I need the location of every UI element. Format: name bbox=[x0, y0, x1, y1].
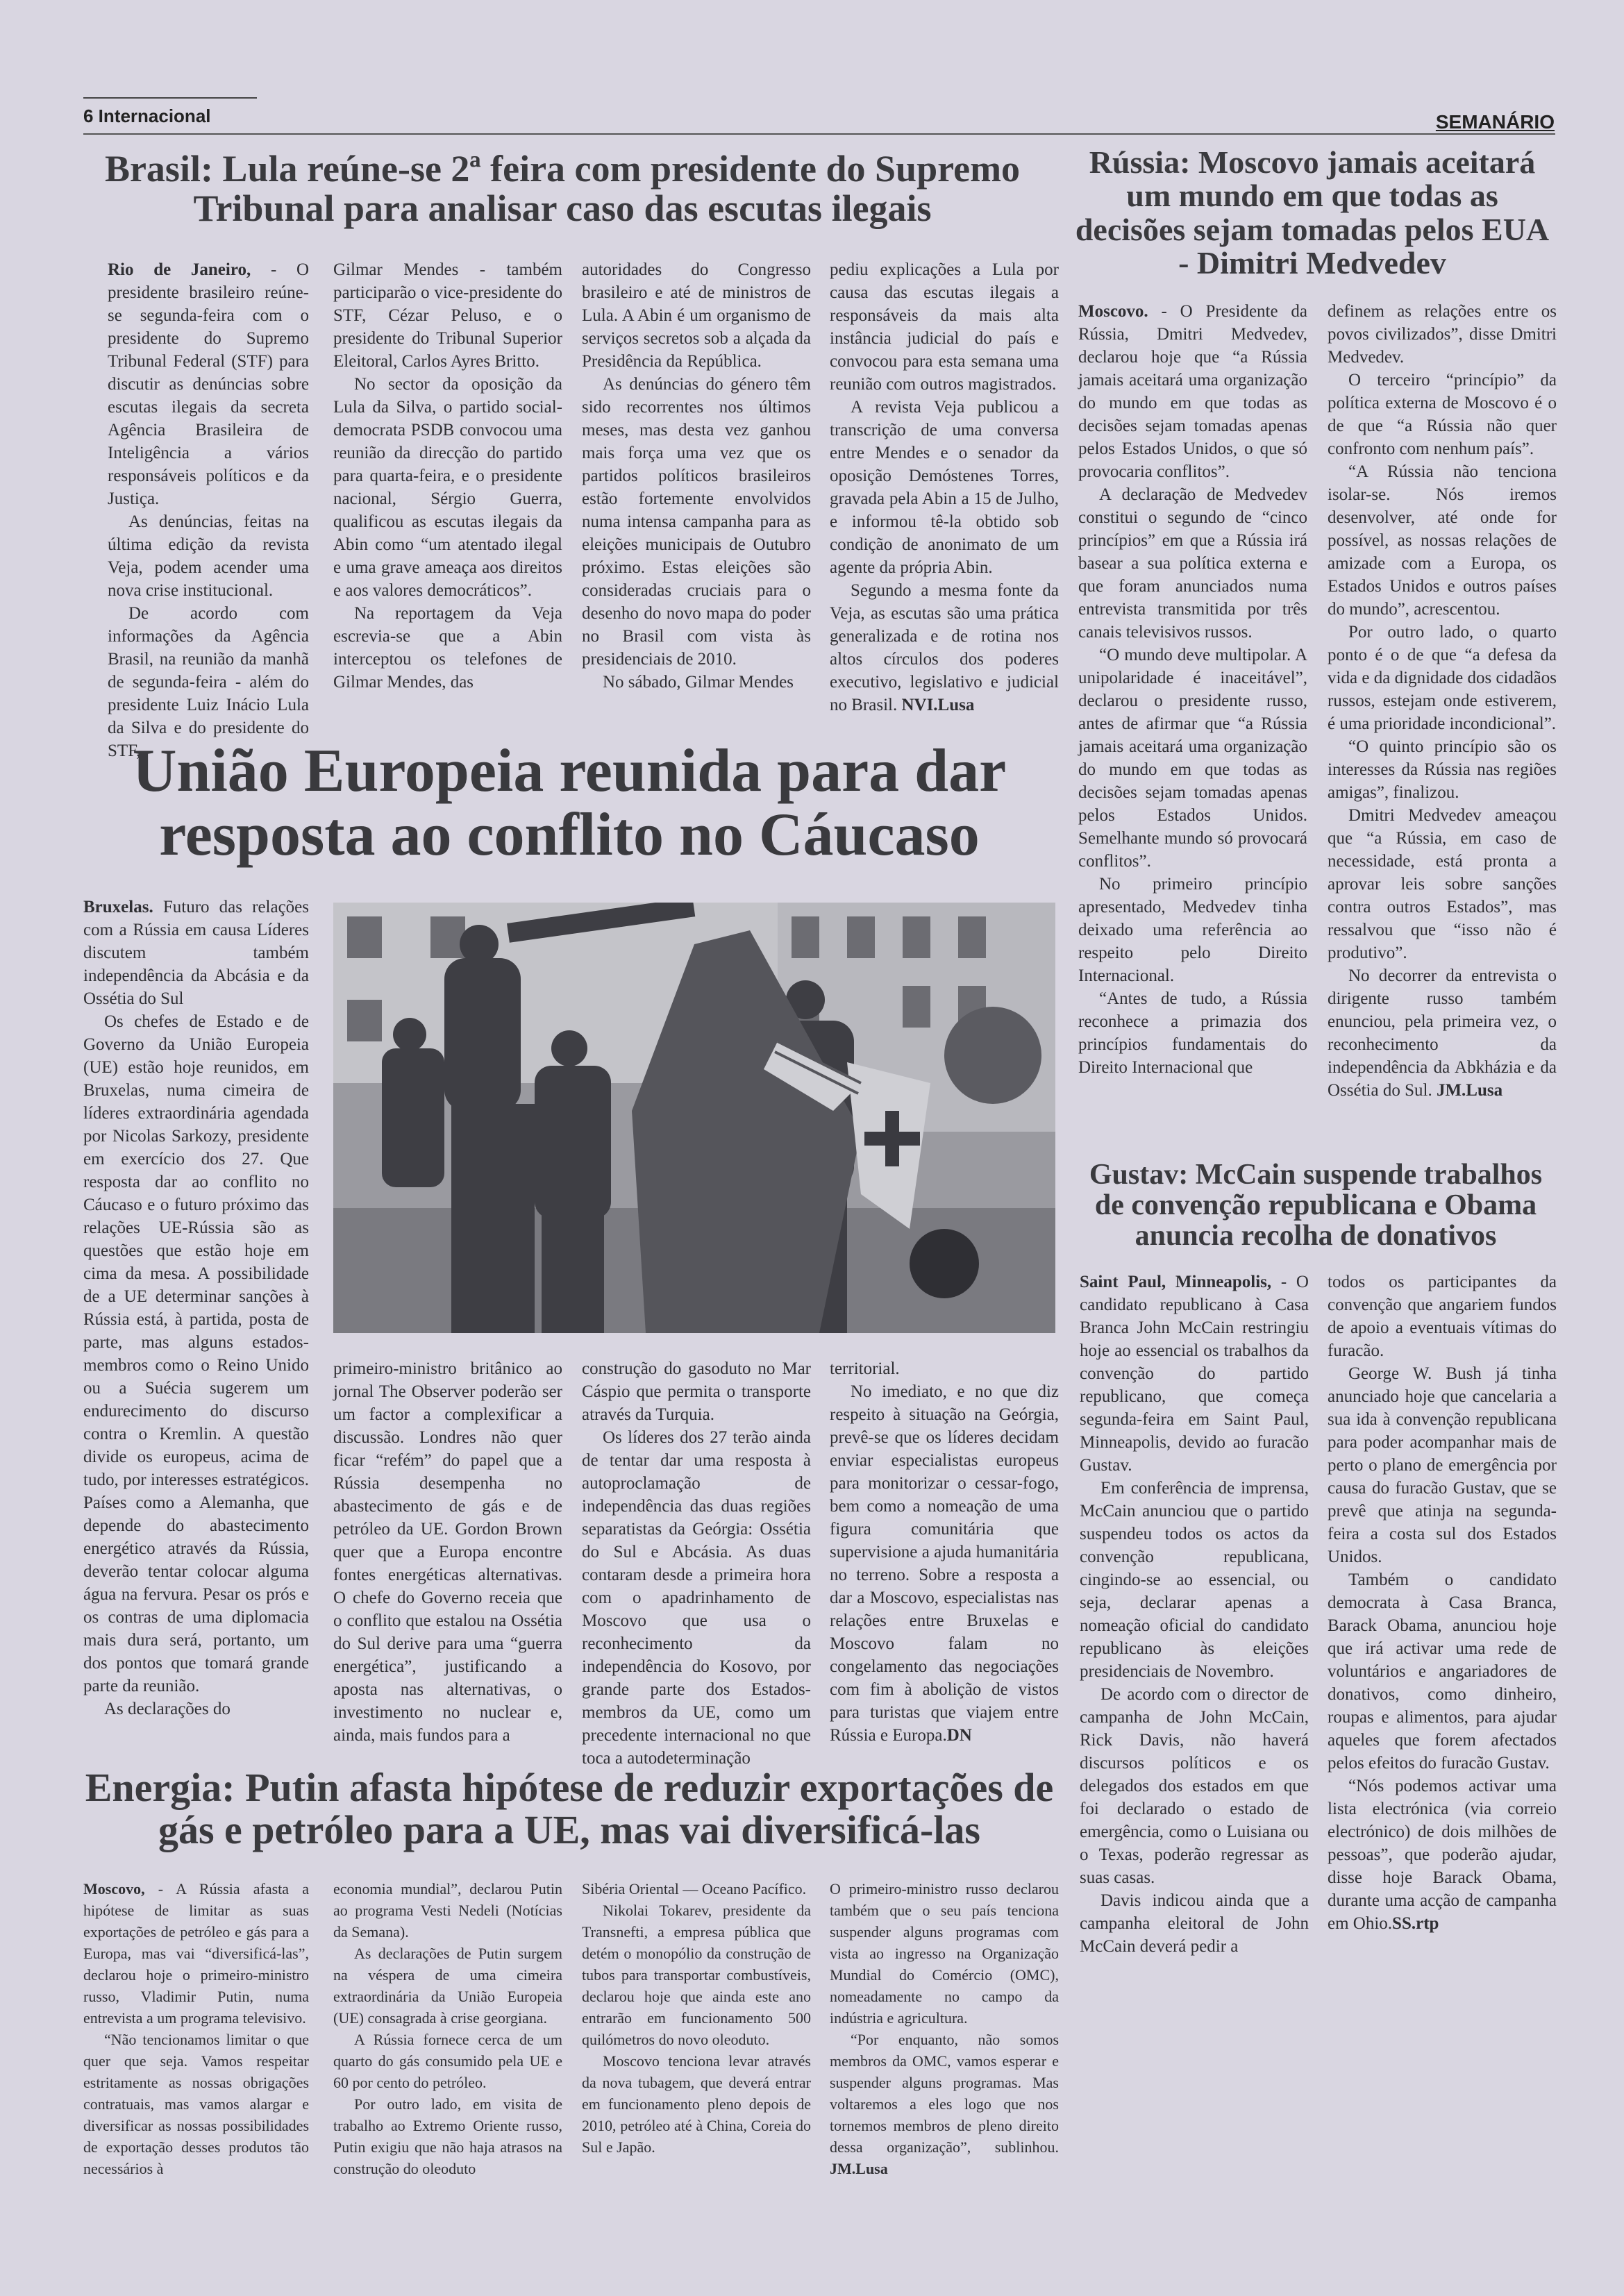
russia-col-2 bbox=[1328, 300, 1557, 1102]
article-text: Por outro lado, o quarto ponto é o de que “a defesa da vida e da dignidade dos cidadãos russos, estejam onde estiverem, é uma prioridade incondicional”. bbox=[1328, 623, 1557, 733]
article-text: primeiro-ministro britânico ao jornal The Observer poderão ser um factor a complexificar a discussão. Londres não quer ficar “refém” do papel que a Rússia desempenha no abastecimento de gás e de petróleo da UE. Gordon Brown quer que a Europa encontre fontes energéticas alternativas. O chefe do Governo receia que o conflito que estalou na Ossétia do Sul derive para uma “guerra energética”, justificando a aposta nas alternativas, o investimento no nuclear e, ainda, mais fundos para a bbox=[333, 1359, 562, 1745]
masthead: SEMANÁRIO bbox=[1435, 111, 1555, 133]
article-text: Na reportagem da Veja escrevia-se que a Abin interceptou os telefones de Gilmar Mendes, das bbox=[333, 604, 562, 692]
article-text: todos os participantes da convenção que angariem fundos de apoio a eventuais vítimas do furacão. bbox=[1328, 1273, 1557, 1360]
article-text: Os líderes dos 27 terão ainda de tentar dar uma resposta à autoproclamação de independência das duas regiões separatistas da Geórgia: Ossétia do Sul e Abcásia. As duas contaram desde a primeira hora com o apadrinhamento de Moscovo que usa o reconhecimento da independência do Kosovo, por grande parte dos Estados-membros da UE, como um precedente internacional no que toca a autodeterminação bbox=[582, 1428, 811, 1768]
article-text: As declarações do bbox=[104, 1700, 231, 1718]
article-text: As denúncias do género têm sido recorrentes nos últimos meses, mas desta vez ganhou mais força uma vez que os partidos políticos brasileiros estão fortemente envolvidos numa intensa campanha para as eleições municipais de Outubro próximo. Estas eleições são consideradas cruciais para o desenho do novo mapa do poder no Brasil com vista às presidenciais de 2010. bbox=[582, 375, 811, 669]
article-text: “O quinto princípio são os interesses da Rússia nas regiões amigas”, finalizou. bbox=[1328, 737, 1557, 802]
article-text: Futuro das relações com a Rússia em causa Líderes discutem também independência da Abcásia e da Ossétia do Sul bbox=[83, 898, 309, 1008]
running-head-rule bbox=[83, 97, 257, 99]
dateline: Moscovo, bbox=[83, 1880, 145, 1897]
article-text: De acordo com informações da Agência Brasil, na reunião da manhã de segunda-feira - além do presidente Luiz Inácio Lula da Silva e do presidente do STF, bbox=[108, 604, 309, 760]
article-text: autoridades do Congresso brasileiro e até de ministros de Lula. A Abin é um organismo de serviços secretos sob a alçada da Presidência da República. bbox=[582, 260, 811, 371]
headline-ue: União Europeia reunida para dar resposta ao conflito no Cáucaso bbox=[132, 737, 1007, 869]
signature: NVI.Lusa bbox=[901, 696, 975, 714]
article-text: As declarações de Putin surgem na véspera de uma cimeira extraordinária da União Europeia (UE) consagrada à crise georgiana. bbox=[333, 1945, 562, 2027]
energia-col-1 bbox=[83, 1878, 309, 2179]
article-text: Segundo a mesma fonte da Veja, as escutas são uma prática generalizada e de rotina nos altos círculos dos poderes executivo, legislativo e judicial no Brasil. bbox=[830, 581, 1059, 714]
article-text: - O candidato republicano à Casa Branca John McCain restringiu hoje ao essencial os trabalhos da convenção do partido republicano, que começa segunda-feira em Saint Paul, Minneapolis, devido ao furacão Gustav. bbox=[1080, 1273, 1309, 1475]
article-text: Davis indicou ainda que a campanha eleitoral de John McCain deverá pedir a bbox=[1080, 1891, 1309, 1956]
headline-russia: Rússia: Moscovo jamais aceitará um mundo em que todas as decisões sejam tomadas pelos EUA - Dimitri Medvedev bbox=[1075, 144, 1550, 280]
article-text: Em conferência de imprensa, McCain anunciou que o partido suspendeu todos os actos da convenção republicana, cingindo-se ao essencial, ou seja, declarar apenas a nomeação oficial do candidato republicano às eleições presidenciais de Novembro. bbox=[1080, 1479, 1309, 1681]
ue-col-4 bbox=[830, 1357, 1059, 1747]
signature: DN bbox=[946, 1726, 972, 1745]
headline-brasil: Brasil: Lula reúne-se 2ª feira com presidente do Supremo Tribunal para analisar caso das escutas ilegais bbox=[104, 148, 1021, 229]
article-text: A Rússia fornece cerca de um quarto do gás consumido pela UE e 60 por cento do petróleo. bbox=[333, 2031, 562, 2091]
article-text: O terceiro “princípio” da política externa de Moscovo é o de que “a Rússia não quer confronto com nenhum país”. bbox=[1328, 371, 1557, 458]
article-text: No sábado, Gilmar Mendes bbox=[603, 673, 794, 692]
article-text: As denúncias, feitas na última edição da revista Veja, podem acender uma nova crise institucional. bbox=[108, 512, 309, 600]
article-text: definem as relações entre os povos civilizados”, disse Dmitri Medvedev. bbox=[1328, 302, 1557, 367]
article-text: territorial. bbox=[830, 1359, 900, 1378]
article-text: - A Rússia afasta a hipótese de limitar as suas exportações de petróleo e gás para a Europa, mas vai “diversificá-las”, declarou hoje o primeiro-ministro russo, Vladimir Putin, numa entrevista a um programa televisivo. bbox=[83, 1880, 309, 2027]
article-text: No imediato, e no que diz respeito à situação na Geórgia, prevê-se que os líderes decidam enviar especialistas europeus para monitorizar o cessar-fogo, bem como a nomeação de uma figura comunitária que supervisione a ajuda humanitária no terreno. Sobre a resposta a dar a Moscovo, especialistas nas relações entre Bruxelas e Moscovo falam no congelamento das negociações com fim à abolição de vistos para turistas que viajem entre Rússia e Europa. bbox=[830, 1382, 1059, 1745]
energia-col-2 bbox=[333, 1878, 562, 2179]
article-text: “Por enquanto, não somos membros da OMC, vamos esperar e suspender alguns programas. Mas voltaremos a eles logo que nos tornemos membros de pleno direito dessa organização”, sublinhou. bbox=[830, 2031, 1059, 2156]
gustav-col-1 bbox=[1080, 1271, 1309, 1958]
article-text: Nikolai Tokarev, presidente da Transnefti, a empresa pública que detém o monopólio da construção de tubos para transportar combustíveis, declarou hoje que ainda este ano entrarão em funcionamento 500 quilómetros do novo oleoduto. bbox=[582, 1902, 811, 2048]
article-text: construção do gasoduto no Mar Cáspio que permita o transporte através da Turquia. bbox=[582, 1359, 811, 1424]
article-text: A revista Veja publicou a transcrição de uma conversa entre Mendes e o senador da oposição Demóstenes Torres, gravada pela Abin a 15 de Julho, e informou tê-la obtido sob condição de anonimato de um agente da própria Abin. bbox=[830, 398, 1059, 577]
section-label: 6 Internacional bbox=[83, 106, 211, 126]
article-text: economia mundial”, declarou Putin ao programa Vesti Nedeli (Notícias da Semana). bbox=[333, 1880, 562, 1941]
article-text: Moscovo tenciona levar através da nova tubagem, que deverá entrar em funcionamento pleno depois de 2010, petróleo até à China, Coreia do Sul e Japão. bbox=[582, 2052, 811, 2156]
ue-col-2 bbox=[333, 1357, 562, 1747]
article-text: Gilmar Mendes - também participarão o vice-presidente do STF, Cézar Peluso, e o presidente do Tribunal Superior Eleitoral, Carlos Ayres Britto. bbox=[333, 260, 562, 371]
dateline: Saint Paul, Minneapolis, bbox=[1080, 1273, 1272, 1291]
article-text: Também o candidato democrata à Casa Branca, Barack Obama, anunciou hoje que irá activar uma rede de voluntários e angariadores de donativos, como dinheiro, roupas e alimentos, para ajudar aqueles que forem afectados pelos efeitos do furacão Gustav. bbox=[1328, 1570, 1557, 1773]
news-photo bbox=[333, 903, 1055, 1333]
article-text: George W. Bush já tinha anunciado hoje que cancelaria a sua ida à convenção republicana para poder acompanhar mais de perto o plano de emergência por causa do furacão Gustav, que se prevê que atinja na segunda-feira a costa sul dos Estados Unidos. bbox=[1328, 1364, 1557, 1566]
article-text: - O Presidente da Rússia, Dmitri Medvedev, declarou hoje que “a Rússia jamais aceitará uma organização do mundo em que todas as decisões sejam tomadas apenas pelos Estados Unidos, o que só provocaria conflitos”. bbox=[1078, 302, 1308, 481]
article-text: No decorrer da entrevista o dirigente russo também enunciou, pela primeira vez, o reconhecimento da independência da Abkházia e da Ossétia do Sul. bbox=[1328, 966, 1557, 1100]
article-text: Os chefes de Estado e de Governo da União Europeia (UE) estão hoje reunidos, em Bruxelas, numa cimeira de líderes extraordinária agendada por Nicolas Sarkozy, presidente em exercício dos 27. Que resposta dar ao conflito no Cáucaso e o futuro próximo das relações UE-Rússia são as questões que estão hoje em cima da mesa. A possibilidade de a UE determinar sanções à Rússia está, à partida, posta de parte, mas alguns estados-membros como o Reino Unido ou a Suécia sugerem um endurecimento do discurso contra o Kremlin. A questão divide os europeus, acima de tudo, por interesses estratégicos. Países como a Alemanha, que depende do abastecimento energético através da Rússia, deverão tentar colocar alguma água na fervura. Pesar os prós e os contras de uma diplomacia mais dura será, portanto, um dos pontos que tomará grande parte da reunião. bbox=[83, 1012, 309, 1695]
headline-gustav: Gustav: McCain suspende trabalhos de convenção republicana e Obama anuncia recolha de donativos bbox=[1089, 1159, 1543, 1252]
article-text: De acordo com o director de campanha de John McCain, Rick Davis, não haverá discursos políticos e os delegados dos estados em que foi declarado o estado de emergência, como o Luisiana ou o Texas, poderão regressar as suas casas. bbox=[1080, 1685, 1309, 1887]
header-rule bbox=[83, 133, 1555, 135]
article-text: No primeiro princípio apresentado, Medvedev tinha deixado uma referência ao respeito pelo Direito Internacional. bbox=[1078, 875, 1307, 985]
ue-col-1 bbox=[83, 896, 309, 1720]
energia-col-4 bbox=[830, 1878, 1059, 2179]
article-text: A declaração de Medvedev constitui o segundo de “cinco princípios” em que a Rússia irá basear a sua política externa e que foram anunciados numa entrevista transmitida por três canais televisivos russos. bbox=[1078, 485, 1307, 642]
ue-col-3 bbox=[582, 1357, 811, 1770]
article-text: Por outro lado, em visita de trabalho ao Extremo Oriente russo, Putin exigiu que não haja atrasos na construção do oleoduto bbox=[333, 2095, 562, 2177]
article-text: “Não tencionamos limitar o que quer que seja. Vamos respeitar estritamente as nossas obrigações contratuais, mas vamos alargar e diversificar as nossas possibilidades de exportação desses produtos tão necessários à bbox=[83, 2031, 309, 2177]
article-text: Dmitri Medvedev ameaçou que “a Rússia, em caso de necessidade, está pronta a aprovar leis sobre sanções contra outros Estados”, mas ressalvou que “isso não é produtivo”. bbox=[1328, 806, 1557, 962]
signature: SS.rtp bbox=[1392, 1914, 1439, 1933]
signature: JM.Lusa bbox=[1436, 1081, 1503, 1100]
gustav-col-2 bbox=[1328, 1271, 1557, 1935]
article-text: pediu explicações a Lula por causa das escutas ilegais a responsáveis da mais alta instância judicial do país e convocou para esta semana uma reunião com outros magistrados. bbox=[830, 260, 1059, 394]
article-text: No sector da oposição da Lula da Silva, o partido social-democrata PSDB convocou uma reunião da direcção do partido para quarta-feira, e o presidente nacional, Sérgio Guerra, qualificou as escutas ilegais da Abin como “um atentado ilegal e uma grave ameaça aos direitos e aos valores democráticos”. bbox=[333, 375, 562, 600]
article-text: O primeiro-ministro russo declarou também que o seu país tenciona suspender alguns programas com vista ao ingresso na Organização Mundial do Comércio (OMC), nomeadamente no campo da indústria e agricultura. bbox=[830, 1880, 1059, 2027]
brasil-col-4 bbox=[830, 258, 1059, 717]
article-text: Sibéria Oriental — Oceano Pacífico. bbox=[582, 1880, 807, 1897]
photo-protesters-flag bbox=[333, 903, 1055, 1333]
dateline: Bruxelas. bbox=[83, 898, 153, 916]
article-text: “O mundo deve multipolar. A unipolaridade é inaceitável”, declarou o presidente russo, antes de afirmar que “a Rússia jamais aceitará uma organização do mundo em que todas as decisões sejam tomadas apenas pelos Estados Unidos. Semelhante mundo só provocará conflitos”. bbox=[1078, 646, 1307, 871]
headline-energia: Energia: Putin afasta hipótese de reduzir exportações de gás e petróleo para a UE, mas vai diversificá-las bbox=[85, 1765, 1054, 1852]
brasil-col-3 bbox=[582, 258, 811, 694]
article-text: “A Rússia não tenciona isolar-se. Nós iremos desenvolver, até onde for possível, as nossas relações de amizade com a Europa, os Estados Unidos e outros países do mundo”, acrescentou. bbox=[1328, 462, 1557, 619]
dateline: Rio de Janeiro, bbox=[108, 260, 251, 279]
energia-col-3 bbox=[582, 1878, 811, 2158]
russia-col-1 bbox=[1078, 300, 1307, 1079]
article-text: - O presidente brasileiro reúne-se segunda-feira com o presidente do Supremo Tribunal Federal (STF) para discutir as denúncias sobre escutas ilegais da secreta Agência Brasileira de Inteligência a vários responsáveis políticos e da Justiça. bbox=[108, 260, 310, 508]
brasil-col-1 bbox=[108, 258, 309, 762]
article-text: “Antes de tudo, a Rússia reconhece a primazia dos princípios fundamentais do Direito Internacional que bbox=[1078, 989, 1307, 1077]
signature: JM.Lusa bbox=[830, 2160, 888, 2177]
dateline: Moscovo. bbox=[1078, 302, 1148, 321]
brasil-col-2 bbox=[333, 258, 562, 694]
article-text: “Nós podemos activar uma lista electrónica (via correio electrónico) de dois milhões de pessoas”, que poderão ajudar, disse hoje Barack Obama, durante uma acção de campanha em Ohio. bbox=[1328, 1777, 1557, 1933]
